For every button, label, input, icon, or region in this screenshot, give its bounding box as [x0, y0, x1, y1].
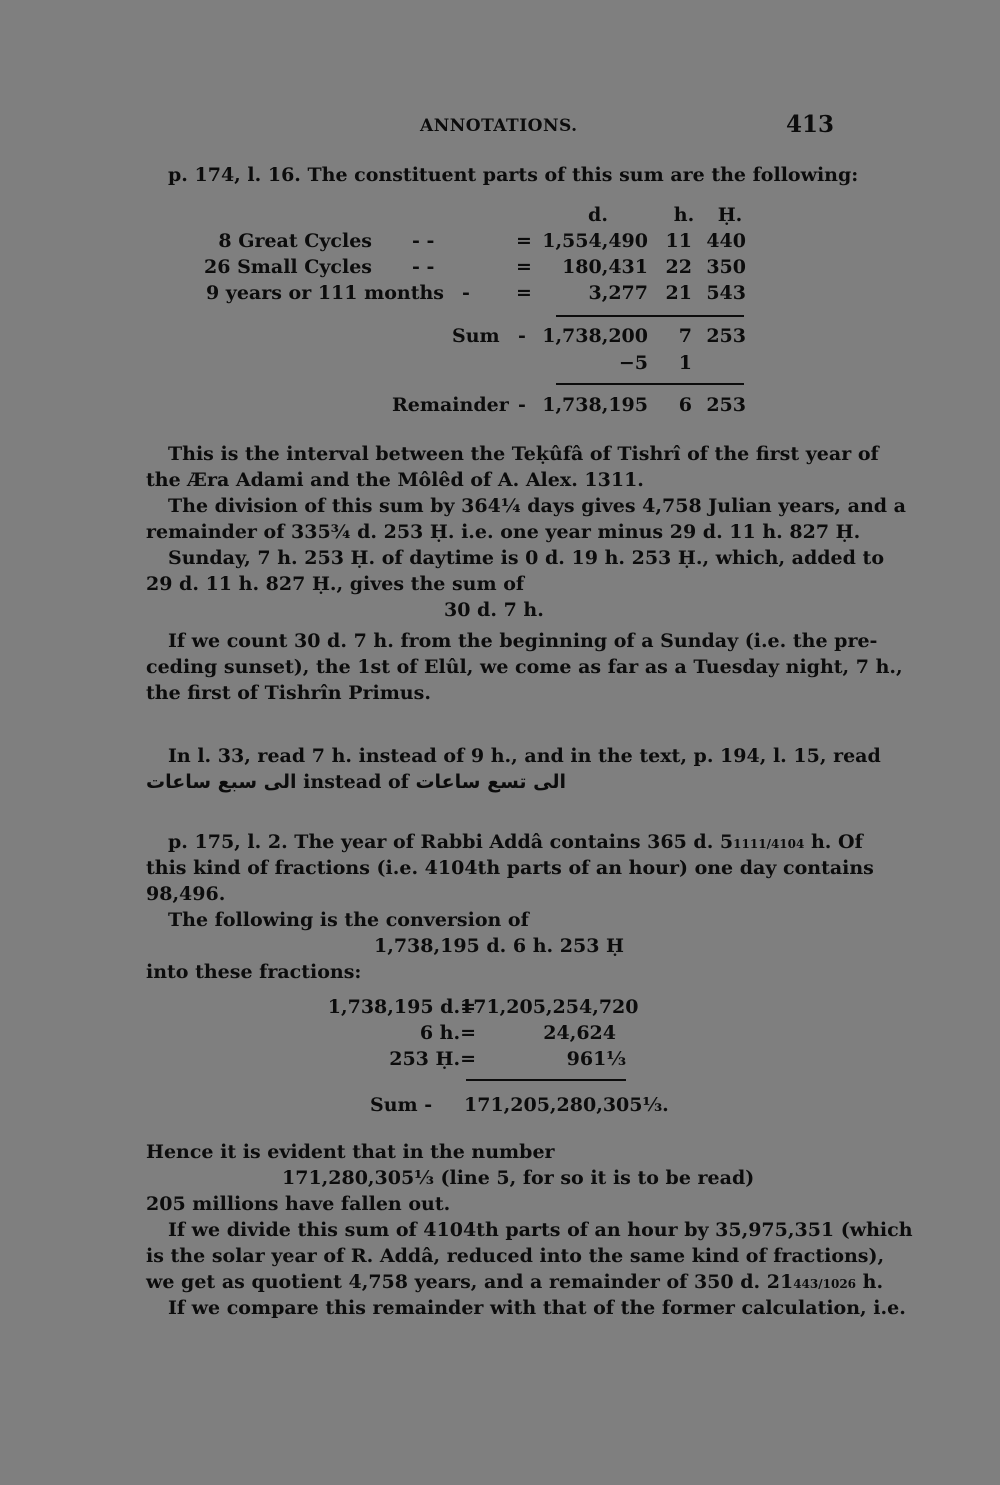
paragraph-line: into these fractions:: [146, 961, 362, 983]
row-equals: =: [516, 282, 532, 304]
conv-right: 171,205,254,720: [460, 996, 639, 1018]
row-days: 1,554,490: [542, 230, 648, 252]
paragraph-line: The division of this sum by 364¼ days gives 4,758 Julian years, and a: [168, 495, 906, 517]
conv-left: 253 Ḥ.=: [389, 1048, 476, 1070]
paragraph-line: this kind of fractions (i.e. 4104th parts of an hour) one day contains: [146, 857, 874, 879]
row-hours: 11: [665, 230, 692, 252]
arabic-phrase: الى سبع ساعات: [146, 771, 297, 793]
correction-arabic-line: [146, 771, 566, 793]
paragraph-line: 29 d. 11 h. 827 Ḥ., gives the sum of: [146, 573, 525, 595]
minus-hours: 1: [678, 352, 692, 374]
instead-of-text: instead of: [303, 771, 409, 793]
paragraph-line: 205 millions have fallen out.: [146, 1193, 451, 1215]
row-halakim: 350: [706, 256, 746, 278]
row-label: 26 Small Cycles: [204, 256, 372, 278]
remainder-days: 1,738,195: [542, 394, 648, 416]
col-head-days: d.: [588, 204, 608, 226]
paragraph-line: 98,496.: [146, 883, 226, 905]
remainder-rule: [556, 383, 744, 385]
conv-left: 1,738,195 d.=: [327, 996, 476, 1018]
text-span: h. Of: [804, 831, 863, 853]
row-label: 9 years or 111 months: [205, 282, 444, 304]
row-halakim: 543: [706, 282, 746, 304]
text-span: p. 175, l. 2. The year of Rabbi Addâ contains 365 d. 5: [168, 831, 734, 853]
centered-value: 30 d. 7 h.: [444, 599, 544, 621]
arabic-phrase: الى تسع ساعات: [415, 771, 567, 793]
fraction: 1111/4104: [733, 837, 805, 851]
conv-rule: [466, 1079, 626, 1081]
paragraph-line: Hence it is evident that in the number: [146, 1141, 555, 1163]
paragraph-line: If we divide this sum of 4104th parts of an hour by 35,975,351 (which: [168, 1219, 913, 1241]
row-dots: -: [462, 282, 470, 304]
row-equals: =: [516, 230, 532, 252]
centered-value: 1,738,195 d. 6 h. 253 Ḥ: [374, 935, 625, 957]
remainder-hours: 6: [678, 394, 692, 416]
centered-value: 171,280,305⅓ (line 5, for so it is to be read): [282, 1167, 755, 1189]
paragraph-line: If we compare this remainder with that of the former calculation, i.e.: [168, 1297, 906, 1319]
row-label: 8 Great Cycles: [218, 230, 372, 252]
paragraph-line: [146, 1271, 883, 1293]
paragraph-line: the Æra Adami and the Môlêd of A. Alex. 1311.: [146, 469, 644, 491]
row-hours: 22: [665, 256, 692, 278]
remainder-dot: -: [518, 394, 526, 416]
section-intro: p. 174, l. 16. The constituent parts of this sum are the following:: [168, 164, 859, 186]
conv-sum: 171,205,280,305⅓.: [464, 1094, 669, 1116]
sum-halakim: 253: [706, 325, 746, 347]
row-dots: - -: [412, 230, 435, 252]
remainder-halakim: 253: [706, 394, 746, 416]
paragraph-line: the first of Tishrîn Primus.: [146, 682, 431, 704]
sum-dot: -: [518, 325, 526, 347]
correction-line: In l. 33, read 7 h. instead of 9 h., and in the text, p. 194, l. 15, read: [168, 745, 881, 767]
paragraph-line: The following is the conversion of: [168, 909, 529, 931]
paragraph-line: Sunday, 7 h. 253 Ḥ. of daytime is 0 d. 19 h. 253 Ḥ., which, added to: [168, 547, 884, 569]
paragraph-line: This is the interval between the Teḳûfâ of Tishrî of the first year of: [168, 443, 879, 465]
sum-days: 1,738,200: [542, 325, 648, 347]
paragraph-line: remainder of 335¾ d. 253 Ḥ. i.e. one year minus 29 d. 11 h. 827 Ḥ.: [146, 521, 861, 543]
paragraph-line: is the solar year of R. Addâ, reduced into the same kind of fractions),: [146, 1245, 885, 1267]
conv-left: 6 h.=: [419, 1022, 476, 1044]
remainder-label: Remainder: [392, 394, 509, 416]
row-dots: - -: [412, 256, 435, 278]
sum-rule: [556, 315, 744, 317]
fraction: 443/1026: [793, 1277, 857, 1291]
sum-label: Sum: [452, 325, 500, 347]
row-equals: =: [516, 256, 532, 278]
paragraph-line: If we count 30 d. 7 h. from the beginning of a Sunday (i.e. the pre-: [168, 630, 878, 652]
paragraph-line: [168, 831, 863, 853]
conv-right: 961⅓: [566, 1048, 626, 1070]
text-span: h.: [856, 1271, 884, 1293]
col-head-hours: h.: [673, 204, 695, 226]
row-days: 3,277: [588, 282, 648, 304]
page-number: 413: [786, 111, 835, 138]
running-title: ANNOTATIONS.: [420, 116, 578, 136]
col-head-halakim: Ḥ.: [717, 204, 743, 226]
conv-right: 24,624: [543, 1022, 616, 1044]
row-hours: 21: [665, 282, 692, 304]
text-span: we get as quotient 4,758 years, and a remainder of 350 d. 21: [146, 1271, 794, 1293]
minus-days: −5: [618, 352, 648, 374]
conv-sum-label: Sum -: [370, 1094, 433, 1116]
sum-hours: 7: [678, 325, 692, 347]
row-days: 180,431: [562, 256, 648, 278]
row-halakim: 440: [706, 230, 746, 252]
paragraph-line: ceding sunset), the 1st of Elûl, we come as far as a Tuesday night, 7 h.,: [146, 656, 903, 678]
